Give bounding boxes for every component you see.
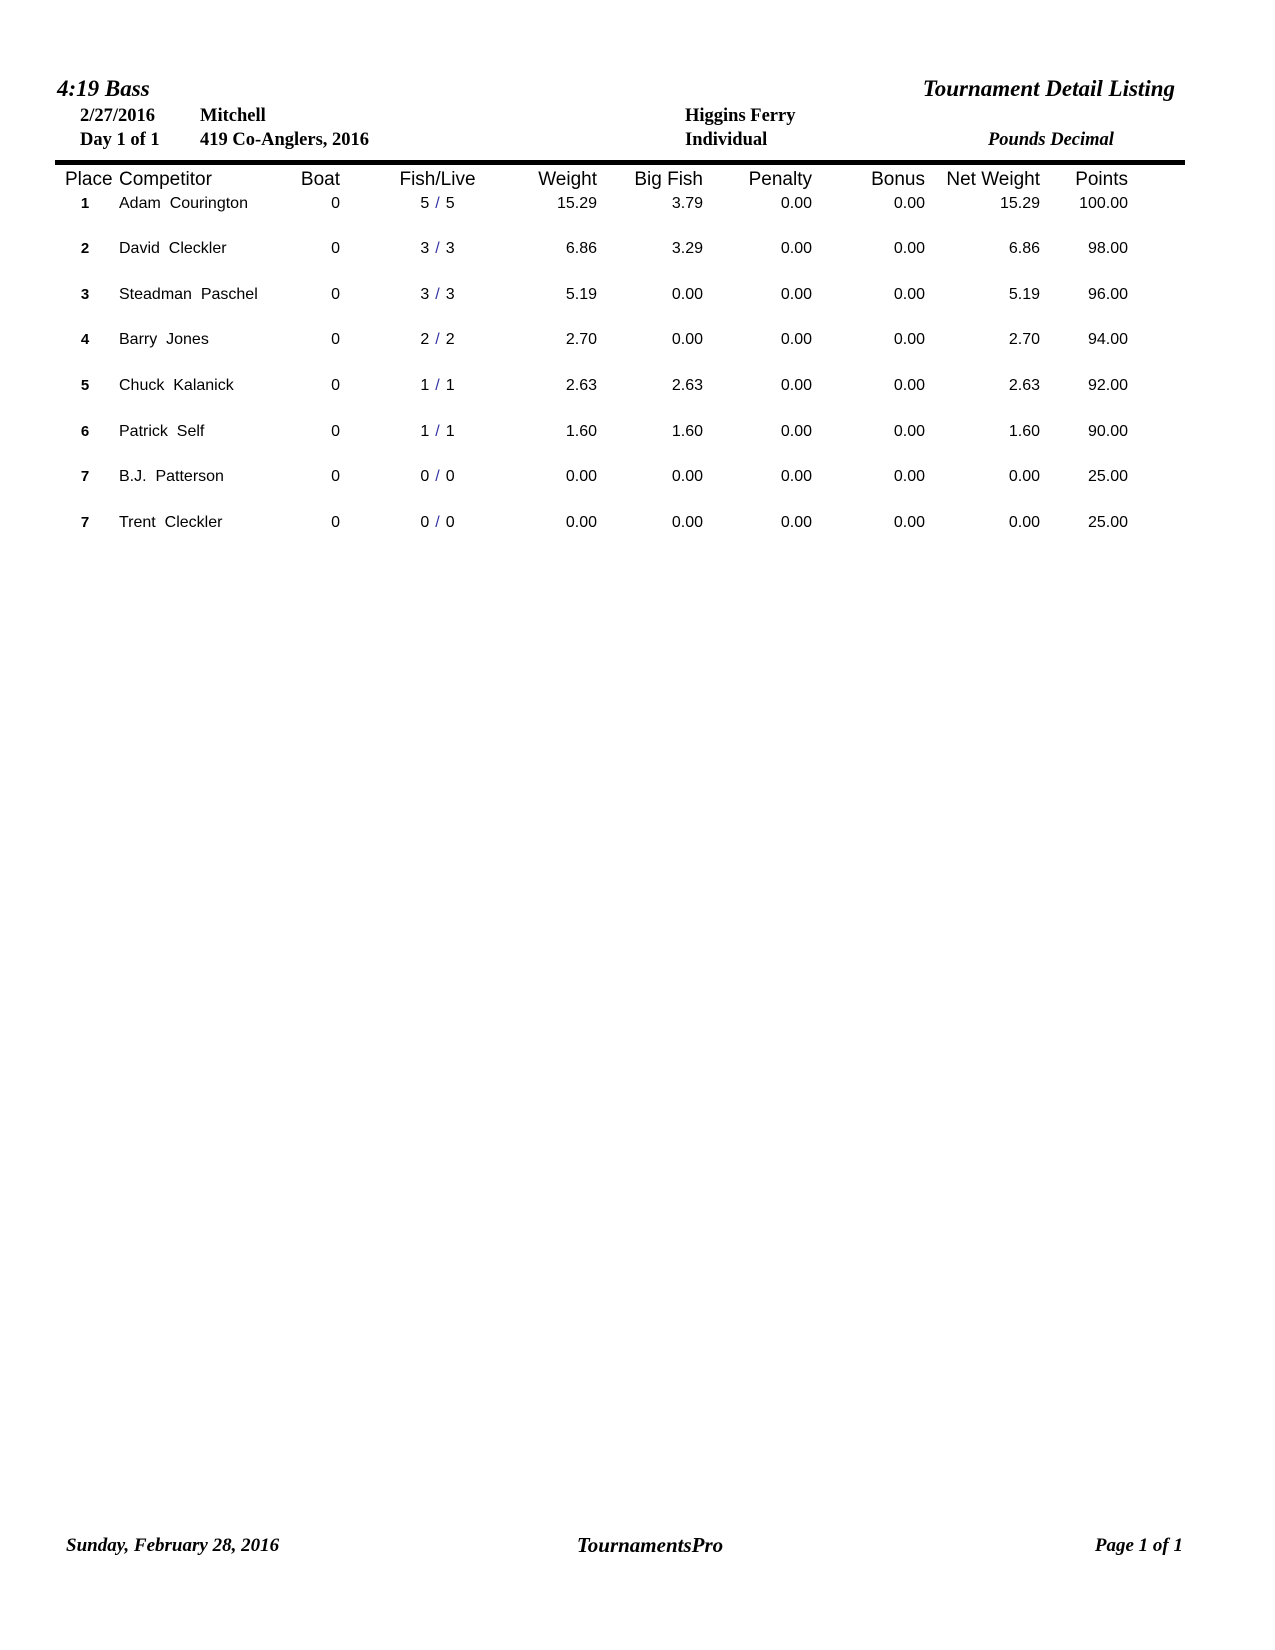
fish-live-separator: / (435, 331, 440, 349)
place-cell: 5 (80, 377, 90, 395)
competitor-cell: Trent Cleckler (119, 513, 223, 531)
fish-count: 2 (420, 331, 430, 349)
fish-live-cell (340, 286, 535, 303)
event-location: Higgins Ferry (685, 106, 796, 126)
col-header-boat: Boat (300, 168, 340, 190)
bonus-cell: 0.00 (893, 422, 925, 440)
col-header-fish-live: Fish/Live (399, 168, 476, 190)
table-row (55, 423, 1185, 469)
points-cell: 98.00 (1087, 240, 1128, 258)
weight-cell: 1.60 (565, 422, 597, 440)
fish-count: 3 (420, 285, 430, 303)
net-weight-cell: 0.00 (1008, 468, 1040, 486)
boat-cell: 0 (331, 285, 340, 303)
fish-live-cell (340, 468, 535, 485)
col-header-competitor: Competitor (119, 168, 212, 190)
footer-page-number: Page 1 of 1 (1094, 1535, 1183, 1556)
table-row (55, 514, 1185, 560)
place-cell: 7 (80, 513, 90, 531)
big-fish-cell: 3.29 (671, 240, 703, 258)
table-row (55, 331, 1185, 377)
live-count: 0 (445, 513, 455, 531)
points-cell: 25.00 (1087, 468, 1128, 486)
table-header-row (55, 165, 1185, 195)
place-cell: 6 (80, 422, 90, 440)
live-count: 0 (445, 468, 455, 486)
col-header-points: Points (1075, 168, 1128, 190)
col-header-place: Place (65, 168, 113, 190)
event-tournament: 419 Co-Anglers, 2016 (200, 130, 370, 150)
net-weight-cell: 1.60 (1008, 422, 1040, 440)
boat-cell: 0 (331, 513, 340, 531)
penalty-cell: 0.00 (780, 422, 812, 440)
place-cell: 1 (80, 194, 90, 212)
place-cell: 7 (80, 468, 90, 486)
fish-live-separator: / (435, 468, 440, 486)
competitor-cell: Barry Jones (119, 331, 209, 349)
boat-cell: 0 (331, 194, 340, 212)
boat-cell: 0 (331, 240, 340, 258)
net-weight-cell: 0.00 (1008, 513, 1040, 531)
live-count: 2 (445, 331, 455, 349)
event-format: Individual (685, 130, 768, 150)
fish-live-cell (340, 423, 535, 440)
competitor-cell: Steadman Paschel (119, 285, 258, 303)
fish-count: 5 (420, 194, 430, 212)
place-cell: 4 (80, 331, 90, 349)
fish-count: 0 (420, 513, 430, 531)
col-header-big-fish: Big Fish (634, 168, 703, 190)
event-day: Day 1 of 1 (80, 130, 160, 150)
document-title: 4:19 Bass (57, 76, 150, 101)
penalty-cell: 0.00 (780, 331, 812, 349)
live-count: 1 (445, 422, 455, 440)
live-count: 3 (445, 240, 455, 258)
weight-cell: 2.70 (565, 331, 597, 349)
points-cell: 25.00 (1087, 513, 1128, 531)
fish-count: 3 (420, 240, 430, 258)
event-lake: Mitchell (200, 106, 266, 126)
col-header-bonus: Bonus (871, 168, 925, 190)
points-cell: 90.00 (1087, 422, 1128, 440)
boat-cell: 0 (331, 377, 340, 395)
penalty-cell: 0.00 (780, 194, 812, 212)
event-date: 2/27/2016 (80, 106, 156, 126)
bonus-cell: 0.00 (893, 468, 925, 486)
table-row (55, 240, 1185, 286)
boat-cell: 0 (331, 468, 340, 486)
table-row (55, 286, 1185, 332)
bonus-cell: 0.00 (893, 377, 925, 395)
live-count: 1 (445, 377, 455, 395)
report-title: Tournament Detail Listing (922, 76, 1175, 101)
footer-print-date: Sunday, February 28, 2016 (66, 1535, 280, 1556)
place-cell: 3 (80, 285, 90, 303)
weight-cell: 0.00 (565, 513, 597, 531)
big-fish-cell: 0.00 (671, 285, 703, 303)
competitor-cell: David Cleckler (119, 240, 227, 258)
fish-live-cell (340, 195, 535, 212)
table-row (55, 377, 1185, 423)
penalty-cell: 0.00 (780, 377, 812, 395)
weight-cell: 0.00 (565, 468, 597, 486)
big-fish-cell: 0.00 (671, 468, 703, 486)
big-fish-cell: 0.00 (671, 513, 703, 531)
fish-count: 0 (420, 468, 430, 486)
bonus-cell: 0.00 (893, 194, 925, 212)
competitor-cell: Patrick Self (119, 422, 205, 440)
big-fish-cell: 2.63 (671, 377, 703, 395)
weight-cell: 5.19 (565, 285, 597, 303)
points-cell: 96.00 (1087, 285, 1128, 303)
live-count: 5 (445, 194, 455, 212)
col-header-penalty: Penalty (748, 168, 812, 190)
big-fish-cell: 3.79 (671, 194, 703, 212)
table-row (55, 195, 1185, 241)
table-row (55, 468, 1185, 514)
weight-units: Pounds Decimal (988, 130, 1114, 150)
fish-live-separator: / (435, 194, 440, 212)
boat-cell: 0 (331, 422, 340, 440)
competitor-cell: B.J. Patterson (119, 468, 224, 486)
net-weight-cell: 5.19 (1008, 285, 1040, 303)
competitor-cell: Chuck Kalanick (119, 377, 234, 395)
live-count: 3 (445, 285, 455, 303)
net-weight-cell: 15.29 (999, 194, 1040, 212)
net-weight-cell: 6.86 (1008, 240, 1040, 258)
col-header-net-weight: Net Weight (946, 168, 1040, 190)
penalty-cell: 0.00 (780, 468, 812, 486)
big-fish-cell: 0.00 (671, 331, 703, 349)
points-cell: 94.00 (1087, 331, 1128, 349)
net-weight-cell: 2.63 (1008, 377, 1040, 395)
fish-live-separator: / (435, 377, 440, 395)
bonus-cell: 0.00 (893, 513, 925, 531)
penalty-cell: 0.00 (780, 285, 812, 303)
weight-cell: 6.86 (565, 240, 597, 258)
fish-live-separator: / (435, 513, 440, 531)
net-weight-cell: 2.70 (1008, 331, 1040, 349)
bonus-cell: 0.00 (893, 285, 925, 303)
results-table (55, 160, 1185, 560)
fish-live-cell (340, 331, 535, 348)
bonus-cell: 0.00 (893, 331, 925, 349)
fish-live-separator: / (435, 422, 440, 440)
col-header-weight: Weight (538, 168, 597, 190)
place-cell: 2 (80, 240, 90, 258)
fish-count: 1 (420, 422, 430, 440)
competitor-cell: Adam Courington (119, 194, 248, 212)
bonus-cell: 0.00 (893, 240, 925, 258)
penalty-cell: 0.00 (780, 240, 812, 258)
points-cell: 100.00 (1079, 194, 1128, 212)
fish-live-cell (340, 514, 535, 531)
fish-live-cell (340, 240, 535, 257)
fish-live-separator: / (435, 240, 440, 258)
big-fish-cell: 1.60 (671, 422, 703, 440)
weight-cell: 2.63 (565, 377, 597, 395)
fish-live-cell (340, 377, 535, 394)
fish-count: 1 (420, 377, 430, 395)
footer-app-name: TournamentsPro (576, 1533, 724, 1557)
points-cell: 92.00 (1087, 377, 1128, 395)
weight-cell: 15.29 (556, 194, 597, 212)
penalty-cell: 0.00 (780, 513, 812, 531)
fish-live-separator: / (435, 285, 440, 303)
boat-cell: 0 (331, 331, 340, 349)
